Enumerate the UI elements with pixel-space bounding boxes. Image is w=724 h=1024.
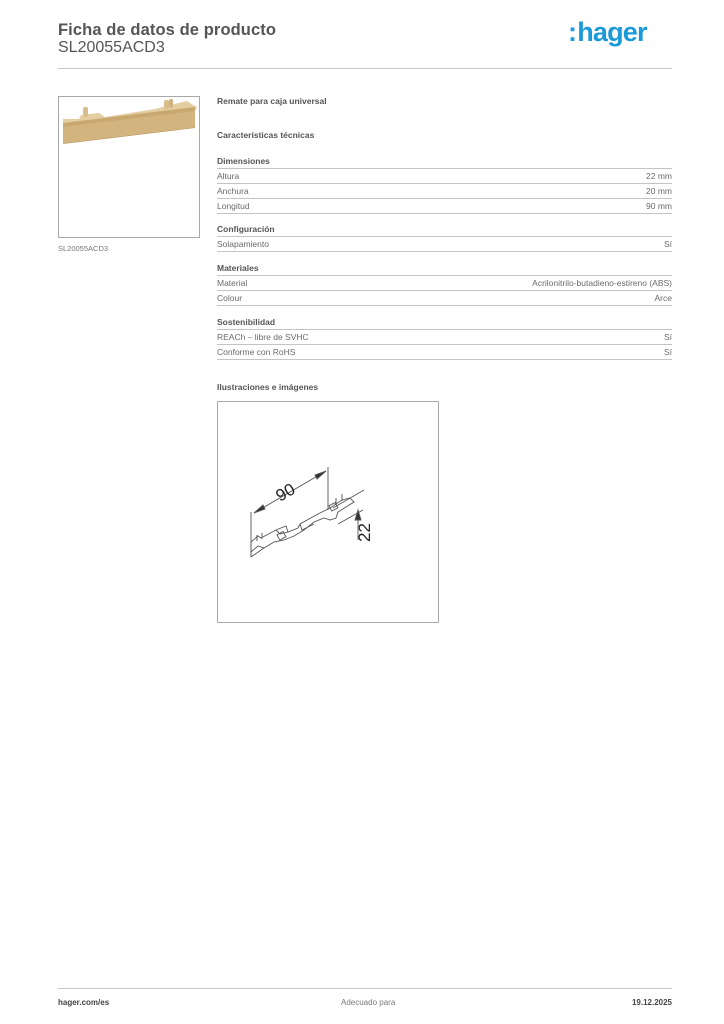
spec-label: Solapamiento (217, 239, 269, 249)
page-title: Ficha de datos de producto (58, 21, 277, 39)
spec-label: Altura (217, 171, 240, 181)
spec-value: Sí (663, 347, 672, 357)
section-configuracion (217, 223, 672, 252)
footer-center-text: Adecuado para (341, 998, 396, 1007)
section-title: Configuración (217, 223, 672, 237)
product-name: Remate para caja universal (217, 96, 327, 106)
spec-label: Conforme con RoHS (217, 347, 296, 357)
section-dimensiones (217, 155, 672, 214)
product-image-icon (59, 97, 199, 237)
spec-value: 22 mm (646, 171, 672, 181)
section-title: Sostenibilidad (217, 316, 672, 330)
spec-label: Material (217, 278, 248, 288)
spec-label: REACh – libre de SVHC (217, 332, 309, 342)
product-photo (58, 96, 200, 238)
spec-value: Acrilonitrilo-butadieno-estireno (ABS) (532, 278, 672, 288)
hager-logo (568, 17, 647, 47)
spec-label: Anchura (217, 186, 249, 196)
dimension-drawing (217, 401, 439, 623)
spec-row (217, 291, 672, 306)
spec-label: Longitud (217, 201, 250, 211)
spec-row (217, 345, 672, 360)
logo-colon: : (568, 17, 577, 47)
spec-value: 90 mm (646, 201, 672, 211)
technical-drawing-icon (218, 402, 438, 622)
spec-row (217, 330, 672, 345)
footer-website-link[interactable]: hager.com/es (58, 998, 110, 1007)
section-sostenibilidad (217, 316, 672, 360)
spec-row (217, 169, 672, 184)
svg-text:22: 22 (355, 523, 374, 542)
illustrations-title: Ilustraciones e imágenes (217, 382, 319, 392)
spec-row (217, 199, 672, 214)
spec-value: Sí (663, 332, 672, 342)
footer-divider (58, 988, 672, 989)
svg-text:90: 90 (272, 479, 299, 506)
spec-row (217, 184, 672, 199)
footer-date: 19.12.2025 (631, 998, 672, 1007)
header-divider (58, 68, 672, 69)
section-materiales (217, 262, 672, 306)
product-code: SL20055ACD3 (58, 39, 165, 56)
spec-row (217, 276, 672, 291)
logo-text: hager (577, 17, 647, 47)
spec-value: 20 mm (646, 186, 672, 196)
section-title: Materiales (217, 262, 672, 276)
technical-title: Características técnicas (217, 130, 315, 140)
spec-row (217, 237, 672, 252)
product-photo-caption: SL20055ACD3 (58, 244, 109, 253)
section-title: Dimensiones (217, 155, 672, 169)
spec-value: Sí (663, 239, 672, 249)
spec-label: Colour (217, 293, 243, 303)
spec-value: Arce (654, 293, 672, 303)
